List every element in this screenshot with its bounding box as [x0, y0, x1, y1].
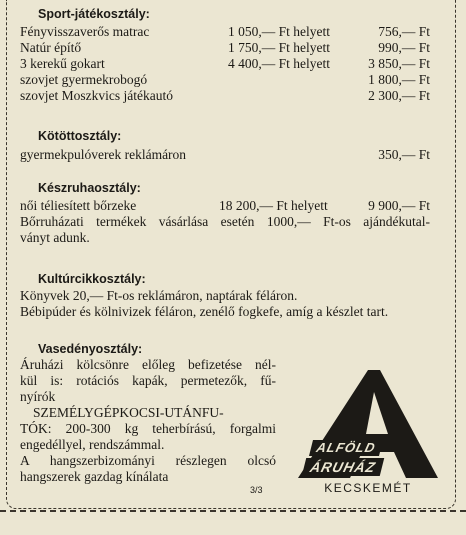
item-price: 1 800,— Ft	[368, 72, 430, 87]
ready-item: női téliesített bőrzeke	[20, 198, 137, 213]
hardware-line: TÓK: 200-300 kg teherbírású, forgalmi	[20, 421, 276, 436]
alfold-aruhaz-logo	[288, 368, 446, 503]
section-title-ready: Készruhaosztály:	[38, 181, 141, 195]
ready-price: 9 900,— Ft	[368, 198, 430, 213]
culture-line1: Könyvek 20,— Ft-os reklámáron, naptárak féláron.	[20, 288, 298, 303]
hardware-line: SZEMÉLYGÉPKOCSI-UTÁNFU-	[33, 405, 224, 420]
hardware-line: kül is: rotációs kapák, permetezők, fű-	[20, 373, 276, 388]
logo-line2: ÁRUHÁZ	[302, 458, 384, 476]
item-price: 2 300,— Ft	[368, 88, 430, 103]
item-old-price: 1 750,— Ft helyett	[228, 40, 330, 55]
item-name: szovjet gyermekrobogó	[20, 72, 148, 87]
section-title-culture: Kultúrcikkosztály:	[38, 272, 146, 286]
lower-border	[0, 510, 466, 535]
logo-city: KECSKEMÉT	[324, 481, 412, 495]
item-price: 756,— Ft	[378, 24, 430, 39]
culture-line2: Bébipúder és kölnivizek féláron, zenélő fogkefe, amíg a készlet tart.	[20, 304, 389, 319]
section-title-sport: Sport-játékosztály:	[38, 7, 150, 21]
item-price: 3 850,— Ft	[368, 56, 430, 71]
section-title-knit: Kötöttosztály:	[38, 129, 122, 143]
page-number: 3/3	[250, 485, 263, 495]
ready-note-line1: Bőrruházati termékek vásárlása esetén 1000,— Ft-os ajándékutal-	[20, 214, 430, 229]
item-name: szovjet Moszkvics játékautó	[20, 88, 173, 103]
ready-note-line2: ványt adunk.	[20, 230, 90, 245]
hardware-line: Áruházi kölcsönre előleg befizetése nél-	[20, 357, 276, 372]
knit-price: 350,— Ft	[378, 147, 430, 162]
logo-line1: ALFÖLD	[309, 440, 383, 456]
section-title-hardware: Vasedényosztály:	[38, 342, 143, 356]
hardware-line: nyírók	[20, 389, 56, 404]
item-name: Fényvisszaverős matrac	[20, 24, 150, 39]
ready-old-price: 18 200,— Ft helyett	[219, 198, 328, 213]
hardware-line: engedéllyel, rendszámmal.	[20, 437, 165, 452]
knit-line: gyermekpulóverek reklámáron	[20, 147, 187, 162]
item-name: Natúr építő	[20, 40, 82, 55]
hardware-line: hangszerek gazdag kínálata	[20, 469, 169, 484]
item-price: 990,— Ft	[378, 40, 430, 55]
item-old-price: 1 050,— Ft helyett	[228, 24, 330, 39]
item-name: 3 kerekű gokart	[20, 56, 105, 71]
hardware-line: A hangszerbizományi részlegen olcsó	[20, 453, 276, 468]
item-old-price: 4 400,— Ft helyett	[228, 56, 330, 71]
